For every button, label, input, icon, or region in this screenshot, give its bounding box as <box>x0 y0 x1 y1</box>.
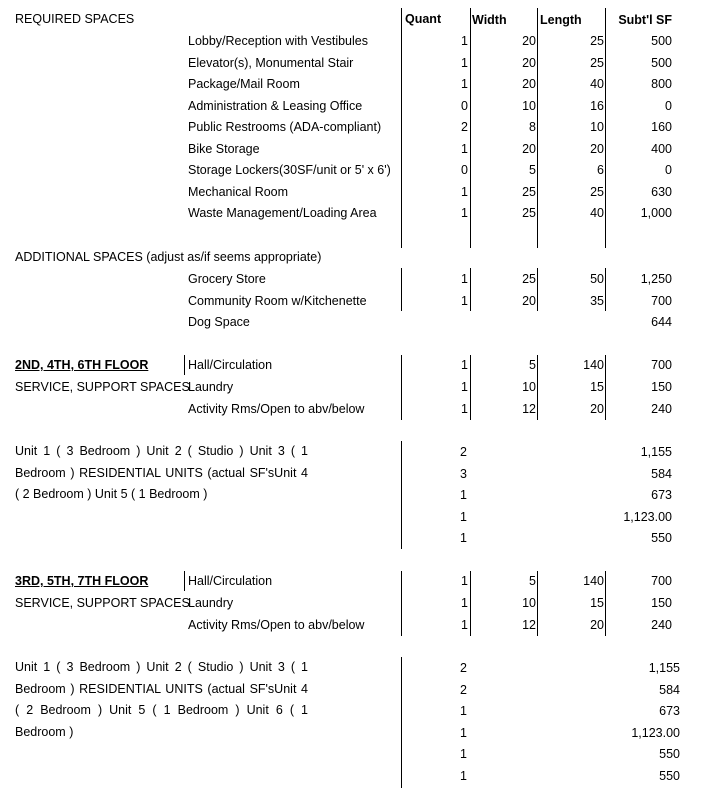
subtotal-cell: 0 <box>665 163 672 177</box>
unit-subtotal-cell: 673 <box>659 704 680 718</box>
space-name: Community Room w/Kitchenette <box>188 293 367 308</box>
length-cell: 15 <box>590 380 604 394</box>
unit-subtotal-cell: 1,155 <box>648 661 680 675</box>
quantity-cell: 1 <box>461 402 468 416</box>
column-rule <box>401 441 402 549</box>
floor-even-units-text: Unit 1 ( 3 Bedroom ) Unit 2 ( Studio ) Unit 3 ( 1 Bedroom ) RESIDENTIAL UNITS (actual SF'sUnit 4 ( 2 Bedroom ) Unit 5 ( 1 Bedroom ) <box>15 444 308 501</box>
subtotal-cell: 1,250 <box>640 272 672 286</box>
subtotal-column-header: Subt'l SF <box>618 13 672 27</box>
column-rule <box>401 571 402 636</box>
column-rule <box>470 571 471 636</box>
unit-quantity-cell: 3 <box>460 466 467 481</box>
quantity-cell: 1 <box>461 77 468 91</box>
subtotal-cell: 240 <box>651 618 672 632</box>
length-cell: 10 <box>590 120 604 134</box>
width-cell: 25 <box>522 184 536 199</box>
unit-quantity-cell: 1 <box>460 768 467 783</box>
width-cell: 5 <box>529 358 536 372</box>
additional-spaces-header: ADDITIONAL SPACES (adjust as/if seems appropriate) <box>15 250 322 264</box>
width-cell: 12 <box>522 402 536 416</box>
column-rule <box>537 8 538 248</box>
unit-quantity-cell: 1 <box>460 704 467 718</box>
space-name: Laundry <box>188 380 234 394</box>
subtotal-cell: 150 <box>651 596 672 610</box>
floor-odd-subtitle: SERVICE, SUPPORT SPACES <box>15 596 190 610</box>
unit-subtotal-cell: 550 <box>659 747 680 761</box>
title-rule <box>184 355 185 375</box>
quantity-cell: 1 <box>461 293 468 308</box>
subtotal-cell: 160 <box>651 120 672 134</box>
width-cell: 8 <box>529 120 536 134</box>
column-rule <box>537 355 538 420</box>
quantity-cell: 1 <box>461 184 468 199</box>
quant-column-header: Quant <box>405 12 442 26</box>
space-name: Grocery Store <box>188 272 266 286</box>
quantity-cell: 1 <box>461 358 468 372</box>
unit-quantity-cell: 1 <box>460 509 467 524</box>
column-rule <box>401 657 402 788</box>
quantity-cell: 1 <box>461 618 468 632</box>
length-cell: 25 <box>590 184 604 199</box>
space-name: Bike Storage <box>188 141 260 156</box>
space-name: Laundry <box>188 596 234 610</box>
space-name: Lobby/Reception with Vestibules <box>188 34 368 48</box>
required-spaces-header: REQUIRED SPACES <box>15 12 135 26</box>
subtotal-cell: 0 <box>665 98 672 113</box>
quantity-cell: 0 <box>461 163 468 177</box>
column-rule <box>537 571 538 636</box>
floor-odd-units-text: Unit 1 ( 3 Bedroom ) Unit 2 ( Studio ) Unit 3 ( 1 Bedroom ) RESIDENTIAL UNITS (actual SF'sUnit 4 ( 2 Bedroom ) Unit 5 ( 1 Bedroom ) Unit 6 ( 1 Bedroom ) <box>15 660 308 739</box>
column-rule <box>401 355 402 420</box>
unit-quantity-cell: 1 <box>460 531 467 545</box>
space-name: Package/Mail Room <box>188 77 300 91</box>
length-cell: 140 <box>583 574 604 588</box>
subtotal-cell: 700 <box>651 293 672 308</box>
space-name: Activity Rms/Open to abv/below <box>188 402 365 416</box>
space-name: Waste Management/Loading Area <box>188 206 377 220</box>
unit-quantity-cell: 1 <box>460 725 467 740</box>
unit-subtotal-cell: 1,123.00 <box>631 725 680 740</box>
unit-subtotal-cell: 673 <box>651 488 672 502</box>
length-cell: 25 <box>590 55 604 70</box>
column-rule <box>470 268 471 311</box>
floor-odd-title: 3RD, 5TH, 7TH FLOOR <box>15 574 149 588</box>
space-name: Hall/Circulation <box>188 574 273 588</box>
floor-even-subtitle: SERVICE, SUPPORT SPACES <box>15 380 190 394</box>
width-cell: 10 <box>522 380 536 394</box>
column-rule <box>401 8 402 248</box>
length-cell: 40 <box>590 206 604 220</box>
subtotal-cell: 700 <box>651 358 672 372</box>
quantity-cell: 1 <box>461 574 468 588</box>
space-name: Dog Space <box>188 315 250 329</box>
subtotal-cell: 400 <box>651 141 672 156</box>
quantity-cell: 1 <box>461 141 468 156</box>
width-column-header: Width <box>472 13 507 27</box>
floor-even-title: 2ND, 4TH, 6TH FLOOR <box>15 358 149 372</box>
column-rule <box>537 268 538 311</box>
subtotal-cell: 150 <box>651 380 672 394</box>
width-cell: 25 <box>522 272 536 286</box>
quantity-cell: 1 <box>461 34 468 48</box>
length-cell: 25 <box>590 34 604 48</box>
width-cell: 5 <box>529 163 536 177</box>
subtotal-cell: 630 <box>651 184 672 199</box>
quantity-cell: 0 <box>461 98 468 113</box>
space-name: Elevator(s), Monumental Stair <box>188 55 354 70</box>
length-cell: 15 <box>590 596 604 610</box>
width-cell: 10 <box>522 98 536 113</box>
length-cell: 16 <box>590 98 604 113</box>
length-cell: 50 <box>590 272 604 286</box>
quantity-cell: 1 <box>461 380 468 394</box>
subtotal-cell: 500 <box>651 34 672 48</box>
width-cell: 20 <box>522 55 536 70</box>
subtotal-cell: 700 <box>651 574 672 588</box>
space-name: Hall/Circulation <box>188 358 273 372</box>
width-cell: 25 <box>522 206 536 220</box>
quantity-cell: 1 <box>461 272 468 286</box>
space-name: Storage Lockers(30SF/unit or 5' x 6') <box>188 163 391 177</box>
length-cell: 6 <box>597 163 604 177</box>
unit-subtotal-cell: 584 <box>651 466 672 481</box>
column-rule <box>401 268 402 311</box>
length-cell: 20 <box>590 618 604 632</box>
unit-subtotal-cell: 1,155 <box>640 445 672 459</box>
length-cell: 35 <box>590 293 604 308</box>
length-cell: 20 <box>590 141 604 156</box>
subtotal-cell: 1,000 <box>640 206 672 220</box>
subtotal-cell: 240 <box>651 402 672 416</box>
unit-subtotal-cell: 550 <box>659 768 680 783</box>
width-cell: 20 <box>522 77 536 91</box>
unit-quantity-cell: 2 <box>460 445 467 459</box>
subtotal-cell: 644 <box>651 315 672 329</box>
unit-subtotal-cell: 584 <box>659 682 680 697</box>
unit-subtotal-cell: 550 <box>651 531 672 545</box>
width-cell: 12 <box>522 618 536 632</box>
quantity-cell: 1 <box>461 55 468 70</box>
subtotal-cell: 800 <box>651 77 672 91</box>
quantity-cell: 2 <box>461 120 468 134</box>
unit-subtotal-cell: 1,123.00 <box>623 509 672 524</box>
space-name: Public Restrooms (ADA-compliant) <box>188 120 382 134</box>
quantity-cell: 1 <box>461 206 468 220</box>
column-rule <box>470 8 471 248</box>
unit-quantity-cell: 2 <box>460 682 467 697</box>
space-name: Administration & Leasing Office <box>188 98 363 113</box>
subtotal-cell: 500 <box>651 55 672 70</box>
width-cell: 5 <box>529 574 536 588</box>
width-cell: 20 <box>522 141 536 156</box>
width-cell: 20 <box>522 293 536 308</box>
length-cell: 40 <box>590 77 604 91</box>
unit-quantity-cell: 2 <box>460 661 467 675</box>
length-column-header: Length <box>540 13 582 27</box>
quantity-cell: 1 <box>461 596 468 610</box>
space-name: Mechanical Room <box>188 184 289 199</box>
width-cell: 20 <box>522 34 536 48</box>
column-rule <box>470 355 471 420</box>
title-rule <box>184 571 185 591</box>
space-name: Activity Rms/Open to abv/below <box>188 618 365 632</box>
unit-quantity-cell: 1 <box>460 747 467 761</box>
width-cell: 10 <box>522 596 536 610</box>
length-cell: 20 <box>590 402 604 416</box>
length-cell: 140 <box>583 358 604 372</box>
unit-quantity-cell: 1 <box>460 488 467 502</box>
